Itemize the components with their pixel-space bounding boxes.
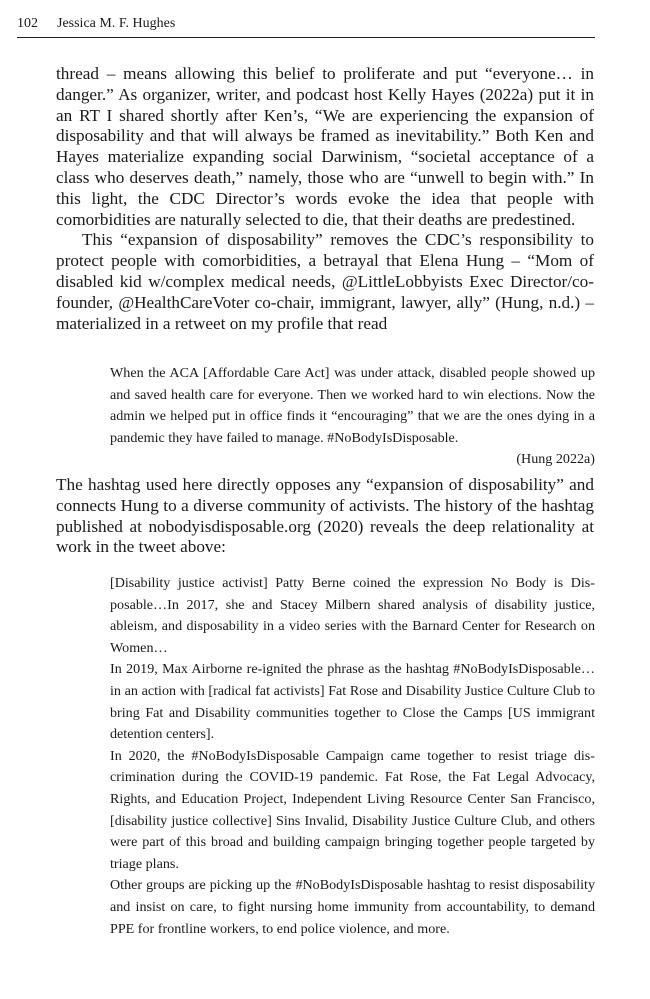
quote-paragraph: In 2020, the #NoBodyIsDisposable Campaign came together to resist triage discrimination during the COVID-19 pandemic. Fat Rose, the Fat Legal Advocacy, Rights, and Education Project, Independent Living Resource Center San Francisco, [disability justice collective] Sins Invalid, Disability Justice Culture Club, and others were part of this broad and building campaign bringing together people targeted by triage plans.: [110, 747, 595, 872]
body-text-1: [56, 64, 594, 334]
paragraph: thread – means allowing this belief to proliferate and put “everyone… in danger.” As organizer, writer, and podcast host Kelly Hayes (2022a) put it in an RT I shared shortly after Ken’s, “We are experiencing the expansion of disposability and that will always be framed as inevitability.” Both Ken and Hayes materialize expanding social Darwinism, “societal acceptance of a class who deserves death,” namely, those who are “unwell to begin with.” In this light, the CDC Director’s words evoke the idea that people with comorbidities are naturally selected to die, that their deaths are predestined.: [56, 64, 594, 229]
running-header: [17, 13, 595, 38]
running-head-author: Jessica M. F. Hughes: [57, 16, 176, 31]
paragraph: This “expansion of disposability” removes the CDC’s responsibility to protect people with comorbidities, a betrayal that Elena Hung – “Mom of disabled kid w/complex medical needs, @LittleLobbyists Exec Director/co-founder, @HealthCareVoter co-chair, immigrant, lawyer, ally” (Hung, n.d.) – materialized in a retweet on my profile that read: [56, 230, 594, 333]
body-text-2: [56, 475, 594, 558]
quote-text: When the ACA [Affordable Care Act] was under attack, disabled people showed up and saved health care for everyone. Then we worked hard to win elections. Now the admin we helped put in office finds it “encouraging” that we are the ones dying in a pandemic they have failed to manage. #NoBodyIsDisposable.: [110, 365, 595, 446]
block-quote-history: [110, 573, 595, 940]
paragraph: The hashtag used here directly opposes any “expansion of disposability” and connects Hung to a diverse community of activists. The history of the hashtag published at nobodyisdisposable.org (2020) reveals the deep relationality at work in the tweet above:: [56, 475, 594, 557]
page-number: 102: [17, 16, 38, 31]
quote-paragraph: [Disability justice activist] Patty Berne coined the expression No Body is Disposable…In 2017, she and Stacey Milbern shared analysis of disability justice, ableism, and disposability in a video series with the Barnard Center for Research on Women…: [110, 575, 595, 656]
quote-citation: (Hung 2022a): [516, 451, 595, 468]
quote-paragraph: Other groups are picking up the #NoBodyIsDisposable hashtag to resist disposability and insist on care, to fight nursing home immunity from accountability, to demand PPE for frontline workers, to end police violence, and more.: [110, 877, 595, 937]
block-quote-hung: [110, 363, 595, 471]
quote-paragraph: In 2019, Max Airborne re-ignited the phrase as the hashtag #NoBodyIsDisposable…in an action with [radical fat activists] Fat Rose and Disability Justice Culture Club to bring Fat and Disability communities together to Close the Camps [US immigrant detention centers].: [110, 661, 595, 743]
